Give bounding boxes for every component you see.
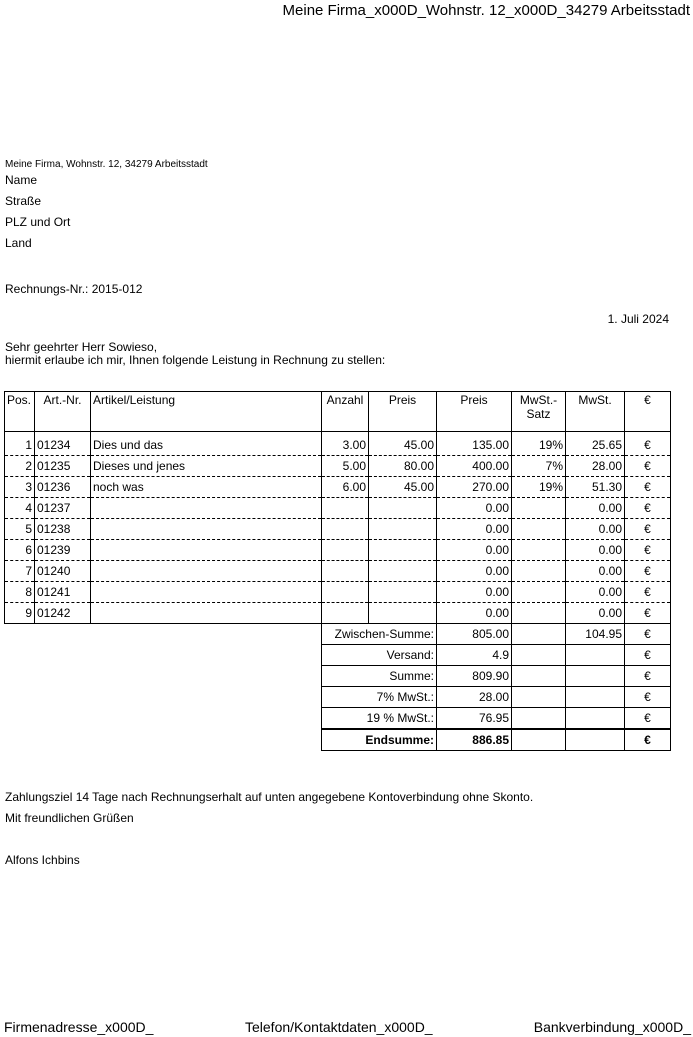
recipient-city: PLZ und Ort bbox=[5, 215, 71, 229]
col-article: Artikel/Leistung bbox=[91, 392, 322, 432]
summary-blank bbox=[512, 624, 566, 645]
item-vat-rate: 19% bbox=[512, 435, 566, 456]
item-unit-price bbox=[369, 582, 437, 603]
payment-terms: Zahlungsziel 14 Tage nach Rechnungserhalt auf unten angegebene Kontoverbindung ohne Skonto. bbox=[5, 790, 534, 804]
col-line-price: Preis bbox=[437, 392, 512, 432]
item-description: Dieses und jenes bbox=[91, 456, 322, 477]
item-quantity bbox=[322, 498, 369, 519]
item-unit-price: 45.00 bbox=[369, 435, 437, 456]
footer-address: Firmenadresse_x000D_ bbox=[4, 1019, 154, 1035]
summary-vat bbox=[566, 708, 625, 730]
summary-blank bbox=[512, 645, 566, 666]
item-vat: 0.00 bbox=[566, 603, 625, 624]
item-vat: 51.30 bbox=[566, 477, 625, 498]
item-pos: 4 bbox=[5, 498, 35, 519]
summary-vat bbox=[566, 666, 625, 687]
summary-vat bbox=[566, 645, 625, 666]
item-art-nr: 01241 bbox=[35, 582, 91, 603]
summary-value: 809.90 bbox=[437, 666, 512, 687]
item-description bbox=[91, 498, 322, 519]
item-pos: 7 bbox=[5, 561, 35, 582]
item-vat: 28.00 bbox=[566, 456, 625, 477]
item-currency: € bbox=[625, 561, 671, 582]
table-row bbox=[5, 519, 671, 540]
invoice-number: Rechnungs-Nr.: 2015-012 bbox=[5, 282, 143, 296]
item-line-price: 135.00 bbox=[437, 435, 512, 456]
summary-value: 4.9 bbox=[437, 645, 512, 666]
item-vat: 0.00 bbox=[566, 540, 625, 561]
item-quantity bbox=[322, 603, 369, 624]
summary-row bbox=[5, 687, 671, 708]
summary-currency: € bbox=[625, 708, 671, 730]
table-row bbox=[5, 561, 671, 582]
item-line-price: 270.00 bbox=[437, 477, 512, 498]
item-currency: € bbox=[625, 477, 671, 498]
item-description bbox=[91, 561, 322, 582]
summary-row bbox=[5, 708, 671, 730]
invoice-date: 1. Juli 2024 bbox=[607, 312, 669, 326]
invoice-table bbox=[4, 391, 671, 751]
item-pos: 9 bbox=[5, 603, 35, 624]
company-header: Meine Firma_x000D_Wohnstr. 12_x000D_34279 Arbeitsstadt bbox=[282, 2, 690, 19]
sender-line: Meine Firma, Wohnstr. 12, 34279 Arbeitsstadt bbox=[5, 159, 208, 170]
recipient-name: Name bbox=[5, 173, 38, 187]
item-line-price: 0.00 bbox=[437, 498, 512, 519]
item-quantity: 6.00 bbox=[322, 477, 369, 498]
footer-contact: Telefon/Kontaktdaten_x000D_ bbox=[245, 1019, 433, 1035]
item-art-nr: 01240 bbox=[35, 561, 91, 582]
item-pos: 8 bbox=[5, 582, 35, 603]
item-unit-price bbox=[369, 603, 437, 624]
item-unit-price: 80.00 bbox=[369, 456, 437, 477]
summary-label: 19 % MwSt.: bbox=[322, 708, 437, 730]
item-unit-price bbox=[369, 498, 437, 519]
item-vat-rate bbox=[512, 603, 566, 624]
item-vat-rate: 19% bbox=[512, 477, 566, 498]
footer-bank: Bankverbindung_x000D_ bbox=[533, 1019, 691, 1035]
item-line-price: 0.00 bbox=[437, 561, 512, 582]
item-quantity: 3.00 bbox=[322, 435, 369, 456]
signature-name: Alfons Ichbins bbox=[5, 853, 80, 867]
closing: Mit freundlichen Grüßen bbox=[5, 811, 134, 825]
item-unit-price bbox=[369, 519, 437, 540]
summary-blank bbox=[512, 666, 566, 687]
item-pos: 1 bbox=[5, 435, 35, 456]
summary-value: 76.95 bbox=[437, 708, 512, 730]
item-vat: 25.65 bbox=[566, 435, 625, 456]
item-description bbox=[91, 603, 322, 624]
item-line-price: 0.00 bbox=[437, 603, 512, 624]
table-row bbox=[5, 498, 671, 519]
grand-total-value: 886.85 bbox=[437, 729, 512, 751]
item-vat-rate bbox=[512, 540, 566, 561]
col-vat-rate bbox=[512, 392, 566, 432]
col-currency: € bbox=[625, 392, 671, 432]
item-currency: € bbox=[625, 498, 671, 519]
item-unit-price: 45.00 bbox=[369, 477, 437, 498]
table-row bbox=[5, 435, 671, 456]
item-currency: € bbox=[625, 582, 671, 603]
recipient-country: Land bbox=[5, 236, 32, 250]
item-unit-price bbox=[369, 561, 437, 582]
summary-blank bbox=[512, 687, 566, 708]
item-vat: 0.00 bbox=[566, 582, 625, 603]
summary-currency: € bbox=[625, 645, 671, 666]
item-description: Dies und das bbox=[91, 435, 322, 456]
item-vat-rate bbox=[512, 498, 566, 519]
summary-label: 7% MwSt.: bbox=[322, 687, 437, 708]
item-art-nr: 01238 bbox=[35, 519, 91, 540]
summary-vat: 104.95 bbox=[566, 624, 625, 645]
summary-vat bbox=[566, 687, 625, 708]
item-currency: € bbox=[625, 435, 671, 456]
item-currency: € bbox=[625, 456, 671, 477]
item-art-nr: 01242 bbox=[35, 603, 91, 624]
summary-label: Versand: bbox=[322, 645, 437, 666]
col-art-nr: Art.-Nr. bbox=[35, 392, 91, 432]
col-unit-price: Preis bbox=[369, 392, 437, 432]
summary-blank bbox=[512, 708, 566, 730]
item-description bbox=[91, 582, 322, 603]
item-art-nr: 01234 bbox=[35, 435, 91, 456]
summary-value: 805.00 bbox=[437, 624, 512, 645]
col-quantity: Anzahl bbox=[322, 392, 369, 432]
item-quantity bbox=[322, 519, 369, 540]
intro-text: hiermit erlaube ich mir, Ihnen folgende Leistung in Rechnung zu stellen: bbox=[5, 353, 386, 367]
summary-value: 28.00 bbox=[437, 687, 512, 708]
summary-row bbox=[5, 645, 671, 666]
item-pos: 2 bbox=[5, 456, 35, 477]
recipient-street: Straße bbox=[5, 194, 42, 208]
item-line-price: 400.00 bbox=[437, 456, 512, 477]
item-rows bbox=[5, 435, 671, 624]
summary-currency: € bbox=[625, 729, 671, 751]
item-description bbox=[91, 519, 322, 540]
table-row bbox=[5, 540, 671, 561]
item-vat-rate: 7% bbox=[512, 456, 566, 477]
summary-label: Zwischen-Summe: bbox=[322, 624, 437, 645]
col-vat: MwSt. bbox=[566, 392, 625, 432]
item-unit-price bbox=[369, 540, 437, 561]
item-description bbox=[91, 540, 322, 561]
item-pos: 6 bbox=[5, 540, 35, 561]
item-quantity: 5.00 bbox=[322, 456, 369, 477]
item-vat-rate bbox=[512, 519, 566, 540]
table-row bbox=[5, 582, 671, 603]
item-line-price: 0.00 bbox=[437, 582, 512, 603]
item-vat-rate bbox=[512, 582, 566, 603]
summary-row bbox=[5, 666, 671, 687]
item-pos: 3 bbox=[5, 477, 35, 498]
item-currency: € bbox=[625, 603, 671, 624]
item-description: noch was bbox=[91, 477, 322, 498]
table-row bbox=[5, 603, 671, 624]
col-pos: Pos. bbox=[5, 392, 35, 432]
table-header-row bbox=[5, 392, 671, 432]
item-currency: € bbox=[625, 519, 671, 540]
table-row bbox=[5, 477, 671, 498]
summary-blank bbox=[512, 729, 566, 751]
grand-total-label: Endsumme: bbox=[322, 729, 437, 751]
item-quantity bbox=[322, 540, 369, 561]
summary-currency: € bbox=[625, 687, 671, 708]
col-vat-rate-line1: MwSt.- bbox=[519, 393, 558, 407]
item-line-price: 0.00 bbox=[437, 519, 512, 540]
summary-row bbox=[5, 624, 671, 645]
item-art-nr: 01237 bbox=[35, 498, 91, 519]
summary-vat bbox=[566, 729, 625, 751]
item-currency: € bbox=[625, 540, 671, 561]
summary-currency: € bbox=[625, 624, 671, 645]
grand-total-row bbox=[5, 729, 671, 751]
item-art-nr: 01235 bbox=[35, 456, 91, 477]
item-vat: 0.00 bbox=[566, 519, 625, 540]
col-vat-rate-line2: Satz bbox=[526, 407, 551, 421]
summary-rows bbox=[5, 624, 671, 751]
item-vat: 0.00 bbox=[566, 561, 625, 582]
item-quantity bbox=[322, 582, 369, 603]
item-line-price: 0.00 bbox=[437, 540, 512, 561]
item-vat: 0.00 bbox=[566, 498, 625, 519]
item-art-nr: 01236 bbox=[35, 477, 91, 498]
item-art-nr: 01239 bbox=[35, 540, 91, 561]
item-vat-rate bbox=[512, 561, 566, 582]
item-pos: 5 bbox=[5, 519, 35, 540]
summary-currency: € bbox=[625, 666, 671, 687]
table-row bbox=[5, 456, 671, 477]
salutation: Sehr geehrter Herr Sowieso, bbox=[5, 340, 158, 354]
summary-label: Summe: bbox=[322, 666, 437, 687]
item-quantity bbox=[322, 561, 369, 582]
